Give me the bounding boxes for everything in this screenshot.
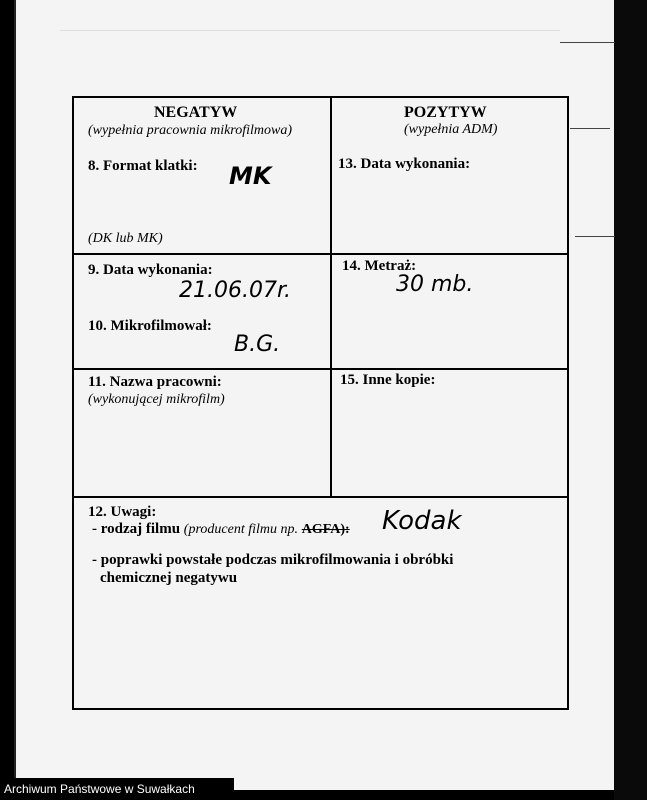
pozytyw-subtitle: (wypełnia ADM) [404, 122, 498, 137]
format-label: 8. Format klatki: [88, 158, 198, 174]
archive-watermark: Archiwum Państwowe w Suwałkach [0, 778, 234, 800]
pracownia-label: 11. Nazwa pracowni: [88, 374, 222, 390]
rodzaj-prefix: - rodzaj filmu [92, 521, 181, 537]
row-divider [74, 253, 567, 255]
format-value: MK [229, 162, 272, 190]
metraz-value: 30 mb. [396, 272, 474, 297]
uwagi-label: 12. Uwagi: [88, 504, 157, 520]
scan-edge [614, 0, 647, 800]
rodzaj-example: AGFA): [301, 522, 350, 537]
row-divider [74, 368, 567, 370]
negatyw-subtitle: (wypełnia pracownia mikrofilmowa) [88, 123, 293, 138]
pracownia-hint: (wykonującej mikrofilm) [88, 392, 225, 407]
kopie-label: 15. Inne kopie: [340, 372, 436, 388]
margin-mark [575, 236, 615, 237]
mikrofilmowal-value: B.G. [234, 332, 281, 357]
margin-mark [560, 42, 615, 43]
rodzaj-hint: (producent filmu np. [183, 522, 298, 537]
margin-mark [570, 128, 610, 129]
poprawki-line2: chemicznej negatywu [100, 570, 238, 586]
metraz-label: 14. Metraż: [342, 258, 417, 274]
pozytyw-data-label: 13. Data wykonania: [338, 156, 471, 172]
format-hint: (DK lub MK) [88, 231, 163, 246]
rodzaj-line [92, 521, 350, 538]
microfilm-form [72, 96, 569, 710]
pozytyw-title: POZYTYW [404, 104, 487, 121]
data-value: 21.06.07r. [179, 278, 291, 303]
data-label: 9. Data wykonania: [88, 262, 213, 278]
column-divider [330, 98, 332, 496]
faint-line [60, 30, 560, 31]
poprawki-line1: - poprawki powstałe podczas mikrofilmowania i obróbki [92, 552, 454, 568]
rodzaj-value: Kodak [382, 506, 462, 536]
mikrofilmowal-label: 10. Mikrofilmował: [88, 318, 212, 334]
negatyw-title: NEGATYW [154, 104, 238, 121]
row-divider [74, 496, 567, 498]
